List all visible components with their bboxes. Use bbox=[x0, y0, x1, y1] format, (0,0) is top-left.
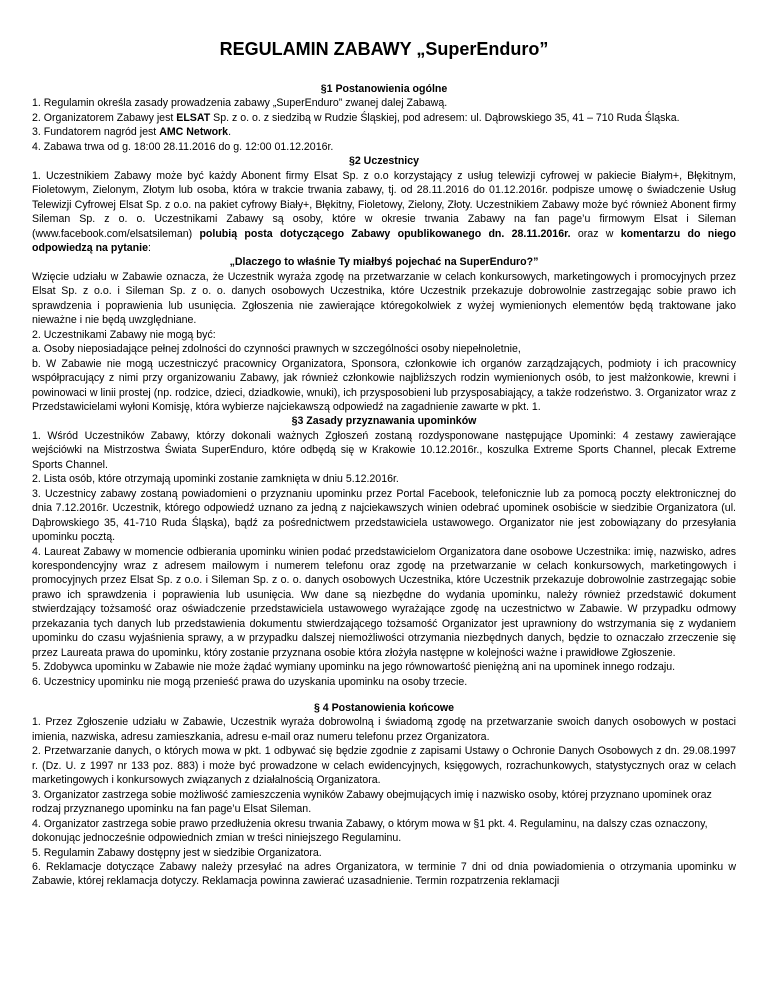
section-1-point-1: 1. Regulamin określa zasady prowadzenia zabawy „SuperEnduro” zwanej dalej Zabawą. bbox=[32, 97, 448, 110]
section-1-heading: §1 Postanowienia ogólne bbox=[320, 83, 448, 95]
section-3-point-4: 4. Laureat Zabawy w momencie odbierania upominku winien podać przedstawicielom Organizatora dane osobowe Uczestnika: imię, nazwisko, adres korespondencyjny wraz z adresem mailowym i numerem telefonu oraz zgodę na przetwarzanie w celach konkursowych, marketingowych i promocyjnych przez Elsat Sp. z o.o. i Sileman Sp. z o. o. danych osobowych Uczestnika, które Uczestnik przekazuje dobrowolnie zastrzegając sobie prawo ich sprawdzenia i poprawienia lub usunięcia. Ww dane są niezbędne do wydania upominku, należy również przedstawić dokument stwierdzający tożsamość oraz oświadczenie przedstawiciela ustawowego wyrażające zgodę na uczestnictwo w Zabawie. W przypadku odmowy przekazania tych danych lub przedstawienia dokumentu stwierdzającego tożsamość Organizator jest uprawniony do wstrzymania się z wydaniem upominku do czasu wyjaśnienia sprawy, a w przypadku dalszej niemożliwości otrzymania niezbędnych danych, będzie to oznaczało zrzeczenie się przez Laureata prawa do upominku, który zostanie przyznana osobie która złożyła następne w kolejności ważne i prawidłowe Zgłoszenie. bbox=[32, 545, 736, 659]
section-4-point-1: 1. Przez Zgłoszenie udziału w Zabawie, Uczestnik wyraża dobrowolną i świadomą zgodę na przetwarzanie swoich danych osobowych w postaci imienia, nazwiska, adresu zamieszkania, adresu e-mail oraz numeru telefonu przez Organizatora. bbox=[32, 716, 736, 743]
section-1-point-4: 4. Zabawa trwa od g. 18:00 28.11.2016 do g. 12:00 01.12.2016r. bbox=[32, 140, 334, 153]
section-3-point-5: 5. Zdobywca upominku w Zabawie nie może żądać wymiany upominku na jego równowartość pieniężną ani na upominek innego rodzaju. bbox=[32, 661, 676, 674]
document-title: REGULAMIN ZABAWY „SuperEnduro” bbox=[219, 39, 549, 59]
section-3-point-1: 1. Wśród Uczestników Zabawy, którzy dokonali ważnych Zgłoszeń zostaną rozdysponowane następujące Upominki: 4 zestawy zawierające wejściówki na Mistrzostwa Świata SuperEnduro, które odbędą się w Krakowie 10.12.2016r., koszulka Extreme Sports Channel, plecak Extreme Sports Channel. bbox=[32, 429, 736, 471]
section-4-point-3: 3. Organizator zastrzega sobie możliwość zamieszczenia wyników Zabawy obejmujących imię i nazwisko osoby, której przyznano upominek oraz rodzaj przyznanego upominku na fan page’u Elsat Sileman. bbox=[32, 788, 712, 816]
contest-question: „Dlaczego to właśnie Ty miałbyś pojechać na SuperEnduro?” bbox=[229, 256, 539, 269]
section-2-point-a: a. Osoby nieposiadające pełnej zdolności do czynności prawnych w szczególności osoby niepełnoletnie, bbox=[32, 343, 521, 356]
section-2-heading: §2 Uczestnicy bbox=[348, 155, 420, 168]
section-2-consent: Wzięcie udziału w Zabawie oznacza, że Uczestnik wyraża zgodę na przetwarzanie w celach konkursowych, marketingowych i promocyjnych przez Elsat Sp. z o.o. i Sileman Sp. z o. o. danych osobowych Uczestnika, które Uczestnik przekazuje dobrowolnie zastrzegając sobie prawo ich sprawdzenia i poprawienia lub usunięcia. Zgłoszenia nie zawierające któregokolwiek z wyżej wymienionych elementów będą traktowane jako nieważne i nie będą uwzględniane. bbox=[32, 270, 736, 327]
section-2-point-b: b. W Zabawie nie mogą uczestniczyć pracownicy Organizatora, Sponsora, członkowie ich organów zarządzających, podmioty i ich pracownicy współpracujący z nimi przy organizowaniu Zabawy, jak również członkowie najbliższych rodzin wymienionych osób, to jest małżonkowie, krewni i powinowaci w linii prostej (np. rodzice, dzieci, dziadkowie, wnuki), ich przysposobieni lub przysposabiający, a także rodzeństwo. 3. Organizator wraz z Przedstawicielami wyłoni Komisję, która wybierze najciekawszą odpowiedź na zagadnienie zawarte w pkt. 1. bbox=[32, 357, 736, 413]
section-3-heading: §3 Zasady przyznawania upominków bbox=[291, 415, 477, 428]
section-4-point-4: 4. Organizator zastrzega sobie prawo przedłużenia okresu trwania Zabawy, o którym mowa w §1 pkt. 4. Regulaminu, na dalszy czas oznaczony, dokonując jednocześnie odpowiednich zmian w treści niniejszego Regulaminu. bbox=[32, 817, 708, 845]
section-1-point-2: 2. Organizatorem Zabawy jest ELSAT Sp. z o. o. z siedzibą w Rudzie Śląskiej, pod adresem: ul. Dąbrowskiego 35, 41 – 710 Ruda Śląska. bbox=[32, 111, 680, 124]
sponsor-name: AMC Network bbox=[159, 126, 229, 139]
section-3-point-2: 2. Lista osób, które otrzymają upominki zostanie zamknięta w dniu 5.12.2016r. bbox=[32, 473, 399, 486]
section-1-point-3: 3. Fundatorem nagród jest AMC Network. bbox=[32, 126, 232, 139]
section-4-point-6: 6. Reklamacje dotyczące Zabawy należy przesyłać na adres Organizatora, w terminie 7 dni od dnia powiadomienia o otrzymania upominku w Zabawie, której reklamacja dotyczy. Reklamacja powinna zawierać uzasadnienie. Termin rozpatrzenia reklamacji bbox=[32, 861, 736, 888]
section-2-point-2: 2. Uczestnikami Zabawy nie mogą być: bbox=[32, 328, 216, 341]
section-4-point-2: 2. Przetwarzanie danych, o których mowa w pkt. 1 odbywać się będzie zgodnie z zapisami Ustawy o Ochronie Danych Osobowych z dn. 29.08.1997 r. (Dz. U. z 1997 nr 133 poz. 883) i może być prowadzone w celach ewidencyjnych, księgowych, rozrachunkowych, statystycznych oraz w celach marketingowych i konkursowych związanych z działalnością Organizatora. bbox=[32, 745, 736, 787]
section-4-heading: § 4 Postanowienia końcowe bbox=[313, 702, 455, 715]
section-3-point-3: 3. Uczestnicy zabawy zostaną powiadomieni o przyznaniu upominku przez Portal Facebook, telefonicznie lub za pomocą poczty elektronicznej do dnia 7.12.2016r. Uczestnik, którego odpowiedź uznano za jedną z najciekawszych winien odebrać upominek osobiście w siedzibie Organizatora (ul. Dąbrowskiego 35, 41-710 Ruda Śląska), bądź za pośrednictwem przedstawiciela ustawowego. Organizator nie jest zobowiązany do przesyłania upominku pocztą. bbox=[32, 487, 736, 544]
organizer-name: ELSAT bbox=[176, 111, 211, 124]
section-2-point-1: 1. Uczestnikiem Zabawy może być każdy Abonent firmy Elsat Sp. z o.o korzystający z usług telewizji cyfrowej w pakiecie Białym+, Błękitnym, Fioletowym, Zielonym, Złotym lub osoba, która w trakcie trwania zabawy, tj. od 28.11.2016 do 01.12.2016r. podpisze umowę o świadczenie Usług Telewizji Cyfrowej Elsat Sp. z o.o. na pakiet cyfrowy Biały+, Błękitny, Fioletowy, Zielony, Złoty. Uczestnikiem Zabawy może być również Abonent firmy Sileman Sp. z o. o. Uczestnikami Zabawy są osoby, które w okresie trwania Zabawy na fan page’u firmowym Elsat i Sileman (www.facebook.com/elsatsileman) polubią posta dotyczącego Zabawy opublikowanego dn. 28.11.2016r. oraz w komentarzu do niego odpowiedzą na pytanie: bbox=[32, 169, 736, 254]
section-3-point-6: 6. Uczestnicy upominku nie mogą przenieść prawa do uzyskania upominku na osoby trzecie. bbox=[32, 675, 468, 688]
document-body bbox=[32, 82, 736, 889]
section-4-point-5: 5. Regulamin Zabawy dostępny jest w siedzibie Organizatora. bbox=[32, 846, 322, 859]
